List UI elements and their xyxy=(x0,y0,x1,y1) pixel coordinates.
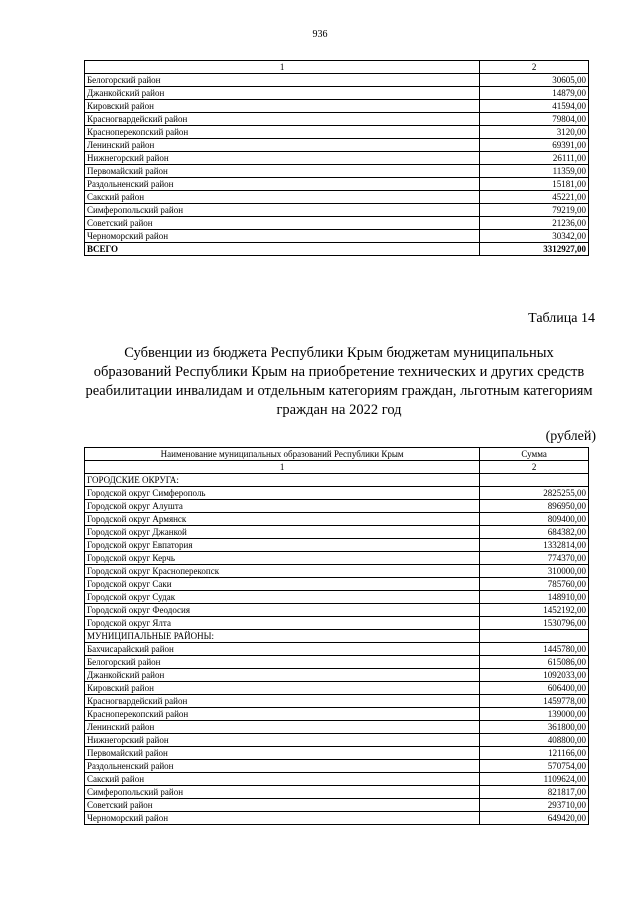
row-value: 310000,00 xyxy=(480,565,589,578)
row-value: 1109624,00 xyxy=(480,773,589,786)
row-value: 30342,00 xyxy=(480,230,589,243)
col-number-1: 1 xyxy=(85,61,480,74)
table-row xyxy=(85,812,589,825)
row-value: 121166,00 xyxy=(480,747,589,760)
table-row xyxy=(85,773,589,786)
row-value: 684382,00 xyxy=(480,526,589,539)
table-row xyxy=(85,513,589,526)
table-row xyxy=(85,74,589,87)
table-row xyxy=(85,152,589,165)
row-name: Городской округ Армянск xyxy=(85,513,480,526)
row-value: 2825255,00 xyxy=(480,487,589,500)
row-name: Городской округ Саки xyxy=(85,578,480,591)
table-row xyxy=(85,617,589,630)
row-name: Городской округ Джанкой xyxy=(85,526,480,539)
table-header-row xyxy=(85,61,589,74)
row-name: Городской округ Феодосия xyxy=(85,604,480,617)
col-header-sum: Сумма xyxy=(480,448,589,461)
table-row xyxy=(85,669,589,682)
row-value: 615086,00 xyxy=(480,656,589,669)
row-value: 1459778,00 xyxy=(480,695,589,708)
table-row xyxy=(85,526,589,539)
table-row xyxy=(85,539,589,552)
col-header-name: Наименование муниципальных образований Республики Крым xyxy=(85,448,480,461)
table-row xyxy=(85,500,589,513)
row-value: 148910,00 xyxy=(480,591,589,604)
row-name: Красноперекопский район xyxy=(85,126,480,139)
table-row xyxy=(85,799,589,812)
row-name: Ленинский район xyxy=(85,721,480,734)
units-label: (рублей) xyxy=(545,429,596,444)
subventions-table-body xyxy=(85,448,589,825)
row-name: Черноморский район xyxy=(85,812,480,825)
table-row xyxy=(85,204,589,217)
row-name: Городской округ Красноперекопск xyxy=(85,565,480,578)
table-row xyxy=(85,734,589,747)
table-row xyxy=(85,721,589,734)
row-value: 361800,00 xyxy=(480,721,589,734)
row-value: 1445780,00 xyxy=(480,643,589,656)
row-name: Первомайский район xyxy=(85,747,480,760)
row-name: Советский район xyxy=(85,799,480,812)
row-value xyxy=(480,474,589,487)
table-row xyxy=(85,230,589,243)
row-value: 11359,00 xyxy=(480,165,589,178)
table-row xyxy=(85,139,589,152)
col-number-1: 1 xyxy=(85,461,480,474)
row-value: 1092033,00 xyxy=(480,669,589,682)
row-name: Кировский район xyxy=(85,100,480,113)
table-title: Субвенции из бюджета Республики Крым бюджетам муниципальных образований Республики Крым на приобретение технических и других средств реабилитации инвалидам и отдельным категориям граждан, льготным категориям граждан на 2022 год xyxy=(85,345,593,418)
row-value: 21236,00 xyxy=(480,217,589,230)
col-number-2: 2 xyxy=(480,61,589,74)
row-value xyxy=(480,630,589,643)
row-value: 14879,00 xyxy=(480,87,589,100)
row-value: 30605,00 xyxy=(480,74,589,87)
table-row xyxy=(85,591,589,604)
row-name: Кировский район xyxy=(85,682,480,695)
row-name: Сакский район xyxy=(85,773,480,786)
row-value: 785760,00 xyxy=(480,578,589,591)
row-value: 606400,00 xyxy=(480,682,589,695)
row-value: 79804,00 xyxy=(480,113,589,126)
table-row xyxy=(85,630,589,643)
row-name: Белогорский район xyxy=(85,656,480,669)
row-value: 1530796,00 xyxy=(480,617,589,630)
table-row xyxy=(85,708,589,721)
row-name: Симферопольский район xyxy=(85,786,480,799)
table-row xyxy=(85,178,589,191)
row-name: Городской округ Евпатория xyxy=(85,539,480,552)
table-row xyxy=(85,474,589,487)
table-row xyxy=(85,643,589,656)
row-value: 69391,00 xyxy=(480,139,589,152)
row-value: 821817,00 xyxy=(480,786,589,799)
row-value: 809400,00 xyxy=(480,513,589,526)
row-value: 41594,00 xyxy=(480,100,589,113)
table-row xyxy=(85,578,589,591)
row-name: Белогорский район xyxy=(85,74,480,87)
row-value: 1332814,00 xyxy=(480,539,589,552)
table-row xyxy=(85,165,589,178)
subventions-table xyxy=(84,447,589,825)
row-value: 896950,00 xyxy=(480,500,589,513)
row-name: Городской округ Симферополь xyxy=(85,487,480,500)
table-row xyxy=(85,113,589,126)
table-row xyxy=(85,786,589,799)
row-name: ВСЕГО xyxy=(85,243,480,256)
table-row xyxy=(85,565,589,578)
table-number-row xyxy=(85,461,589,474)
row-name: Раздольненский район xyxy=(85,178,480,191)
row-name: Нижнегорский район xyxy=(85,734,480,747)
row-value: 570754,00 xyxy=(480,760,589,773)
table-row xyxy=(85,682,589,695)
row-value: 408800,00 xyxy=(480,734,589,747)
row-name: Джанкойский район xyxy=(85,87,480,100)
row-value: 3312927,00 xyxy=(480,243,589,256)
row-name: Черноморский район xyxy=(85,230,480,243)
row-name: Раздольненский район xyxy=(85,760,480,773)
row-value: 79219,00 xyxy=(480,204,589,217)
table-row xyxy=(85,243,589,256)
row-name: МУНИЦИПАЛЬНЫЕ РАЙОНЫ: xyxy=(85,630,480,643)
row-name: Бахчисарайский район xyxy=(85,643,480,656)
table-row xyxy=(85,217,589,230)
row-name: Городской округ Судак xyxy=(85,591,480,604)
row-value: 3120,00 xyxy=(480,126,589,139)
row-value: 15181,00 xyxy=(480,178,589,191)
row-name: Красногвардейский район xyxy=(85,695,480,708)
row-name: Симферопольский район xyxy=(85,204,480,217)
row-value: 139000,00 xyxy=(480,708,589,721)
table-label: Таблица 14 xyxy=(528,311,595,326)
table-continued xyxy=(84,60,589,256)
row-name: Нижнегорский район xyxy=(85,152,480,165)
row-name: Советский район xyxy=(85,217,480,230)
table-row xyxy=(85,695,589,708)
row-value: 649420,00 xyxy=(480,812,589,825)
table-row xyxy=(85,87,589,100)
table-row xyxy=(85,552,589,565)
row-value: 26111,00 xyxy=(480,152,589,165)
row-name: Ленинский район xyxy=(85,139,480,152)
page-number: 936 xyxy=(312,29,328,40)
row-name: Городской округ Ялта xyxy=(85,617,480,630)
table-continued-body xyxy=(85,61,589,256)
row-value: 293710,00 xyxy=(480,799,589,812)
table-header-row xyxy=(85,448,589,461)
table-row xyxy=(85,747,589,760)
row-name: Красноперекопский район xyxy=(85,708,480,721)
row-name: ГОРОДСКИЕ ОКРУГА: xyxy=(85,474,480,487)
table-row xyxy=(85,487,589,500)
table-row xyxy=(85,100,589,113)
table-row xyxy=(85,191,589,204)
table-row xyxy=(85,126,589,139)
table-row xyxy=(85,604,589,617)
table-row xyxy=(85,760,589,773)
row-name: Первомайский район xyxy=(85,165,480,178)
table-row xyxy=(85,656,589,669)
row-value: 45221,00 xyxy=(480,191,589,204)
row-name: Красногвардейский район xyxy=(85,113,480,126)
row-value: 774370,00 xyxy=(480,552,589,565)
row-name: Городской округ Алушта xyxy=(85,500,480,513)
row-value: 1452192,00 xyxy=(480,604,589,617)
row-name: Джанкойский район xyxy=(85,669,480,682)
row-name: Сакский район xyxy=(85,191,480,204)
col-number-2: 2 xyxy=(480,461,589,474)
row-name: Городской округ Керчь xyxy=(85,552,480,565)
